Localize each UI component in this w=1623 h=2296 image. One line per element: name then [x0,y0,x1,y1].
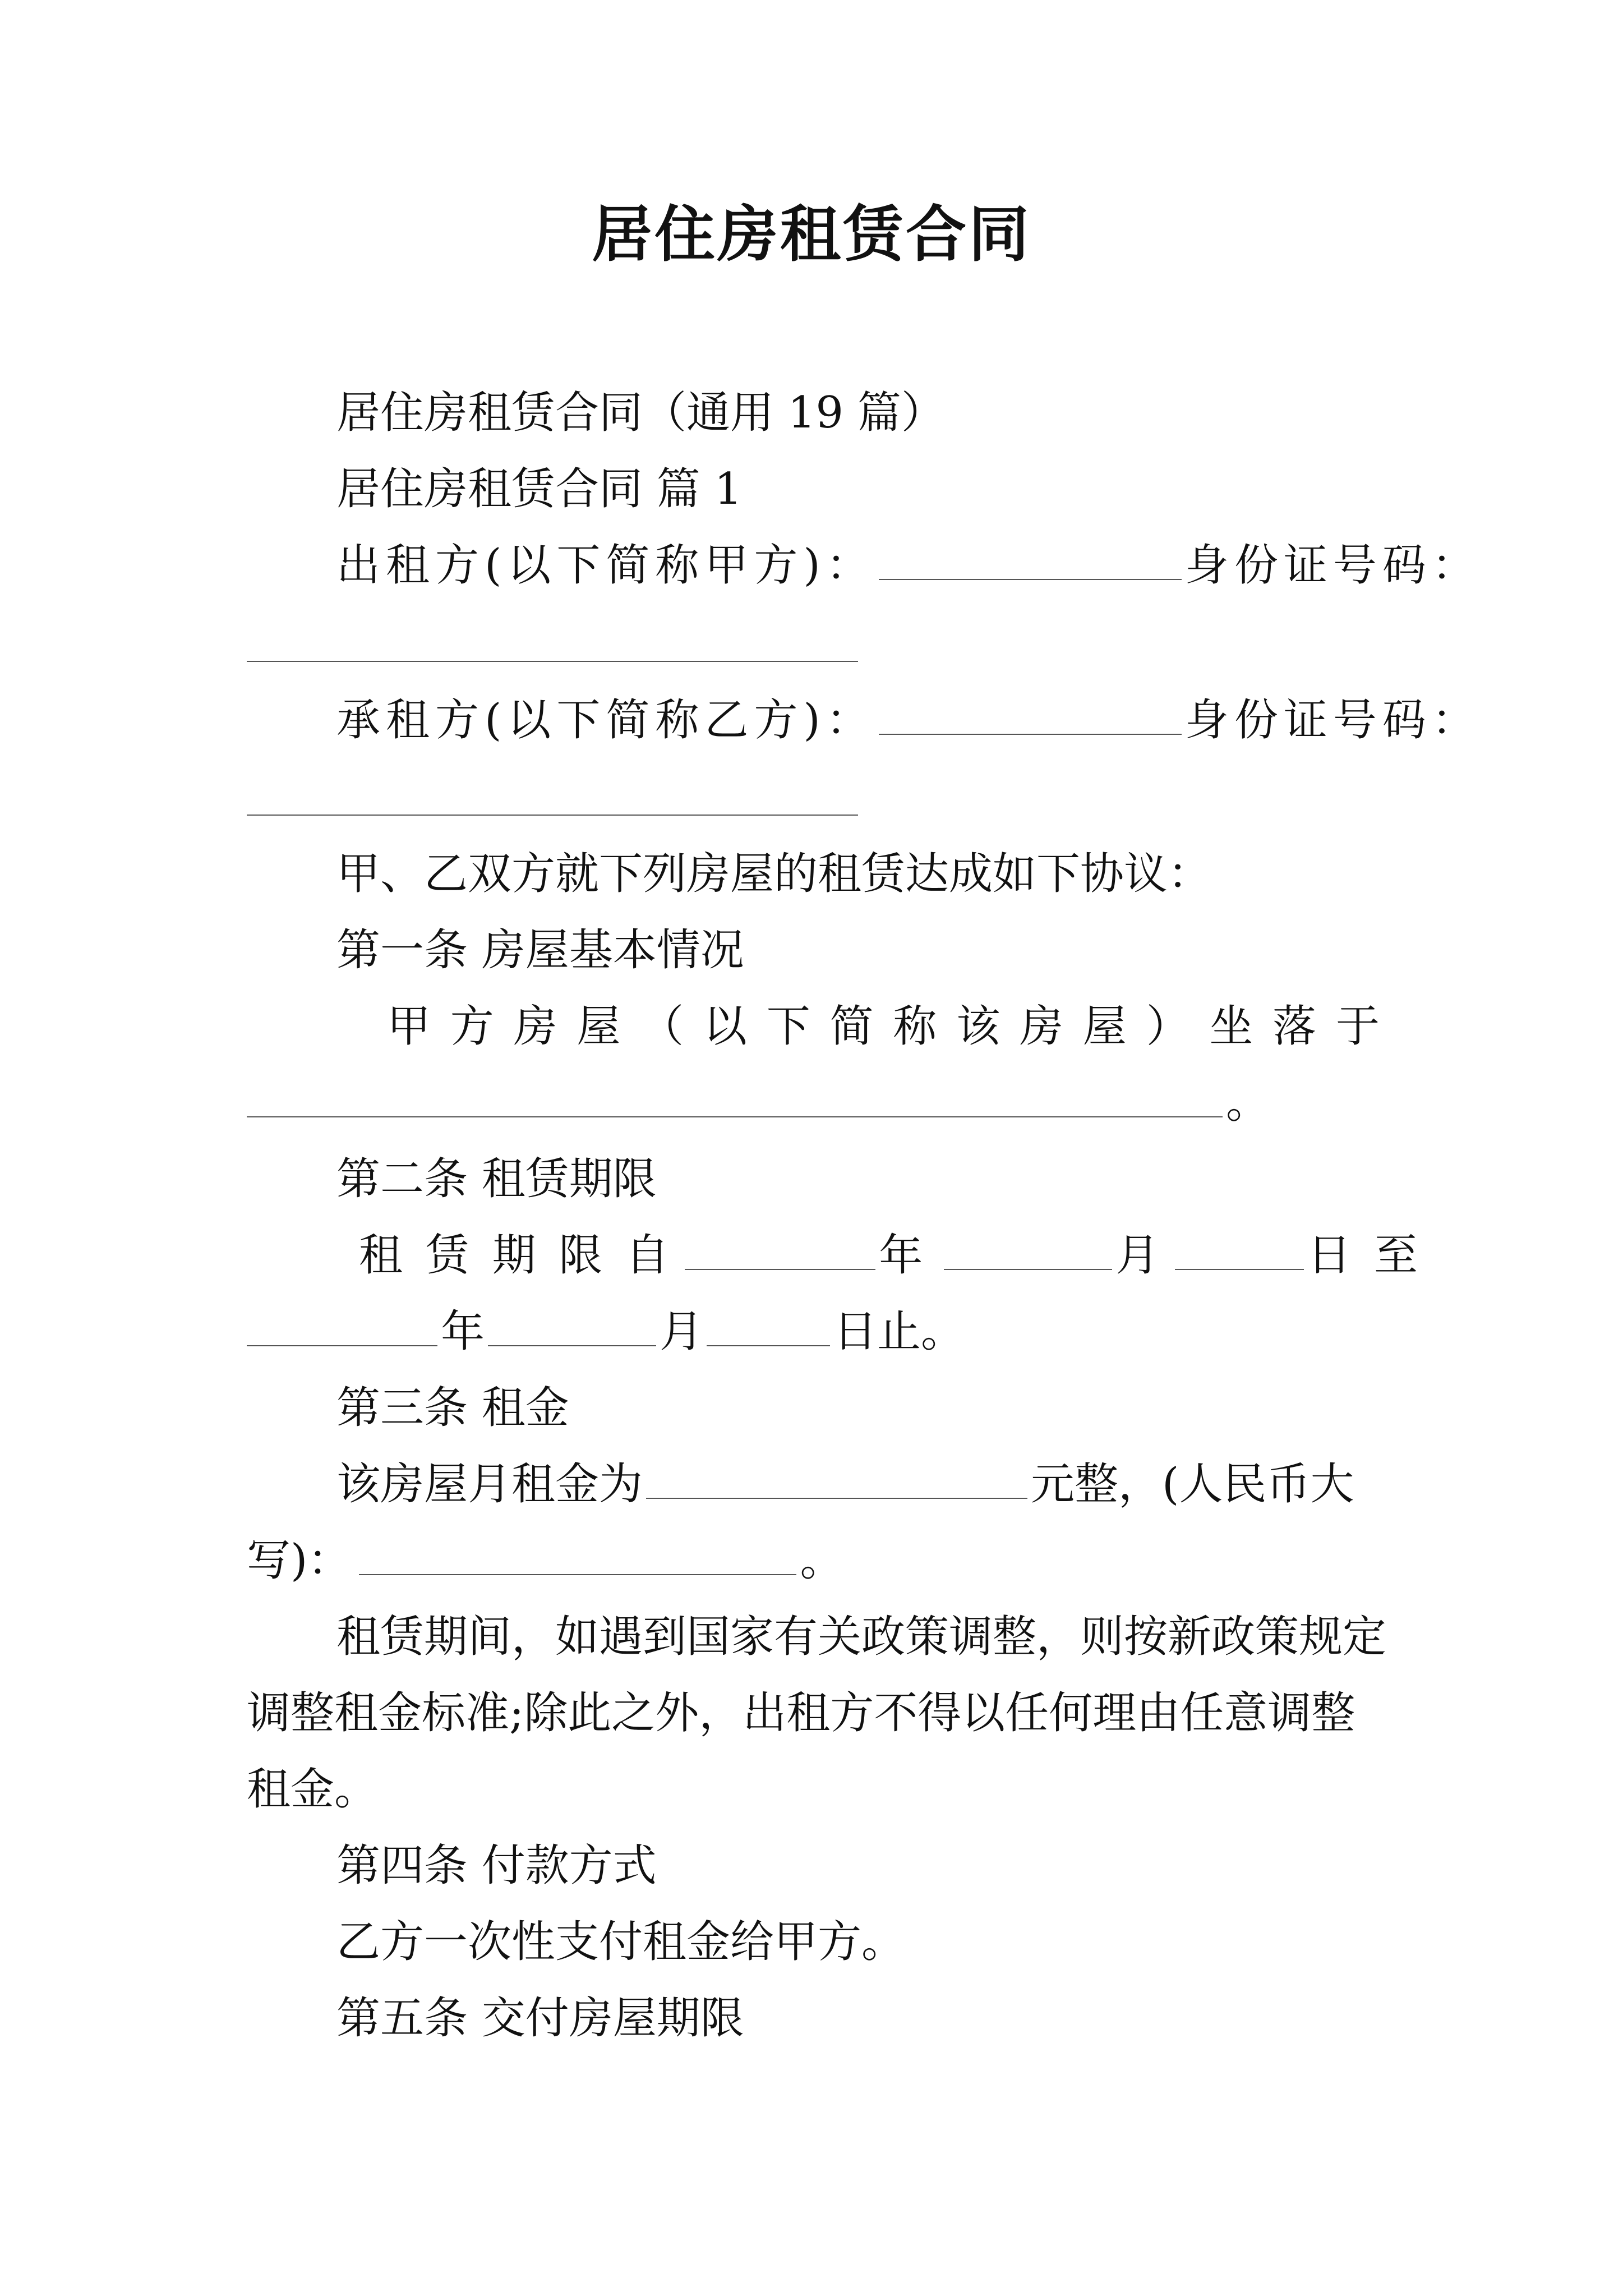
agreement-intro: 甲、乙双方就下列房屋的租赁达成如下协议： [336,849,1212,899]
day-end-label: 日止。 [833,1306,965,1357]
rent-adjust-paragraph-line3: 租金。 [247,1764,379,1815]
lessee-line [336,689,1481,752]
location-char: 坐 [1209,1001,1253,1052]
year2-label: 年 [441,1306,485,1357]
rent-capital-blank [359,1535,796,1575]
article1-heading: 第一条 房屋基本情况 [336,925,744,976]
page-title: 居住房租赁合同 [591,199,1031,270]
rent-suffix: 元整，(人民币大 [1031,1459,1354,1510]
location-char: 甲 [387,1001,431,1052]
rent-capital-label: 写)： [247,1535,352,1586]
start-day-blank [1175,1230,1304,1270]
location-char: 称 [893,1001,937,1052]
lessee-id-blank [247,815,858,816]
section-heading: 居住房租赁合同 篇 1 [336,464,743,514]
rent-adjust-paragraph-line1: 租赁期间，如遇到国家有关政策调整，则按新政策规定 [336,1612,1387,1662]
article1-location-line [387,995,1380,1058]
article2-period-end-line [247,1300,965,1363]
location-blank [247,1077,1223,1117]
document-subtitle: 居住房租赁合同（通用 19 篇） [336,388,945,438]
location-end: 。 [1226,1078,1270,1128]
article4-heading: 第四条 付款方式 [336,1841,657,1891]
location-char: 简 [829,1001,874,1052]
rent-amount-blank [646,1458,1027,1499]
day-to-label: 日 至 [1307,1230,1423,1281]
article2-period-line [359,1224,1422,1287]
start-month-blank [944,1230,1112,1270]
article3-heading: 第三条 租金 [336,1383,569,1433]
lessor-line [336,534,1481,597]
location-char: 以 [703,1001,747,1052]
end-day-blank [707,1306,830,1346]
lessor-id-label: 身份证号码： [1184,540,1481,591]
year-label: 年 [879,1230,928,1281]
start-year-blank [685,1230,875,1270]
lessor-label: 出租方(以下简称甲方)： [336,540,875,591]
location-char: 屋 [577,1001,621,1052]
lessee-label: 承租方(以下简称乙方)： [336,695,875,746]
end-year-blank [247,1306,437,1346]
period-from-label: 租 赁 期 限 自 [359,1230,674,1281]
month-label: 月 [1115,1230,1164,1281]
rent-line [336,1453,1354,1516]
article2-heading: 第二条 租赁期限 [336,1154,657,1204]
lessor-id-blank [247,661,858,662]
lessee-name-blank [879,694,1182,735]
location-char: （ [640,1001,684,1052]
end-month-blank [488,1306,656,1346]
article1-location-blank-line [247,1071,1270,1134]
location-char: 该 [956,1001,1000,1052]
article5-heading: 第五条 交付房屋期限 [336,1993,744,2044]
location-char: 落 [1272,1001,1317,1052]
rent-adjust-paragraph-line2: 调整租金标准;除此之外，出租方不得以任何理由任意调整 [247,1688,1355,1738]
location-char: 房 [1019,1001,1063,1052]
location-char: 下 [766,1001,810,1052]
payment-method-text: 乙方一次性支付租金给甲方。 [336,1917,906,1967]
rent-capital-end: 。 [800,1535,844,1586]
location-char: 房 [513,1001,557,1052]
lessee-id-label: 身份证号码： [1184,695,1481,746]
location-char: 屋 [1082,1001,1127,1052]
rent-label: 该房屋月租金为 [336,1459,643,1510]
location-char: ） [1146,1001,1190,1052]
month2-label: 月 [660,1306,704,1357]
location-char: 方 [450,1001,494,1052]
rent-capital-line [247,1529,843,1592]
lessor-name-blank [879,540,1182,580]
location-char: 于 [1335,1001,1380,1052]
